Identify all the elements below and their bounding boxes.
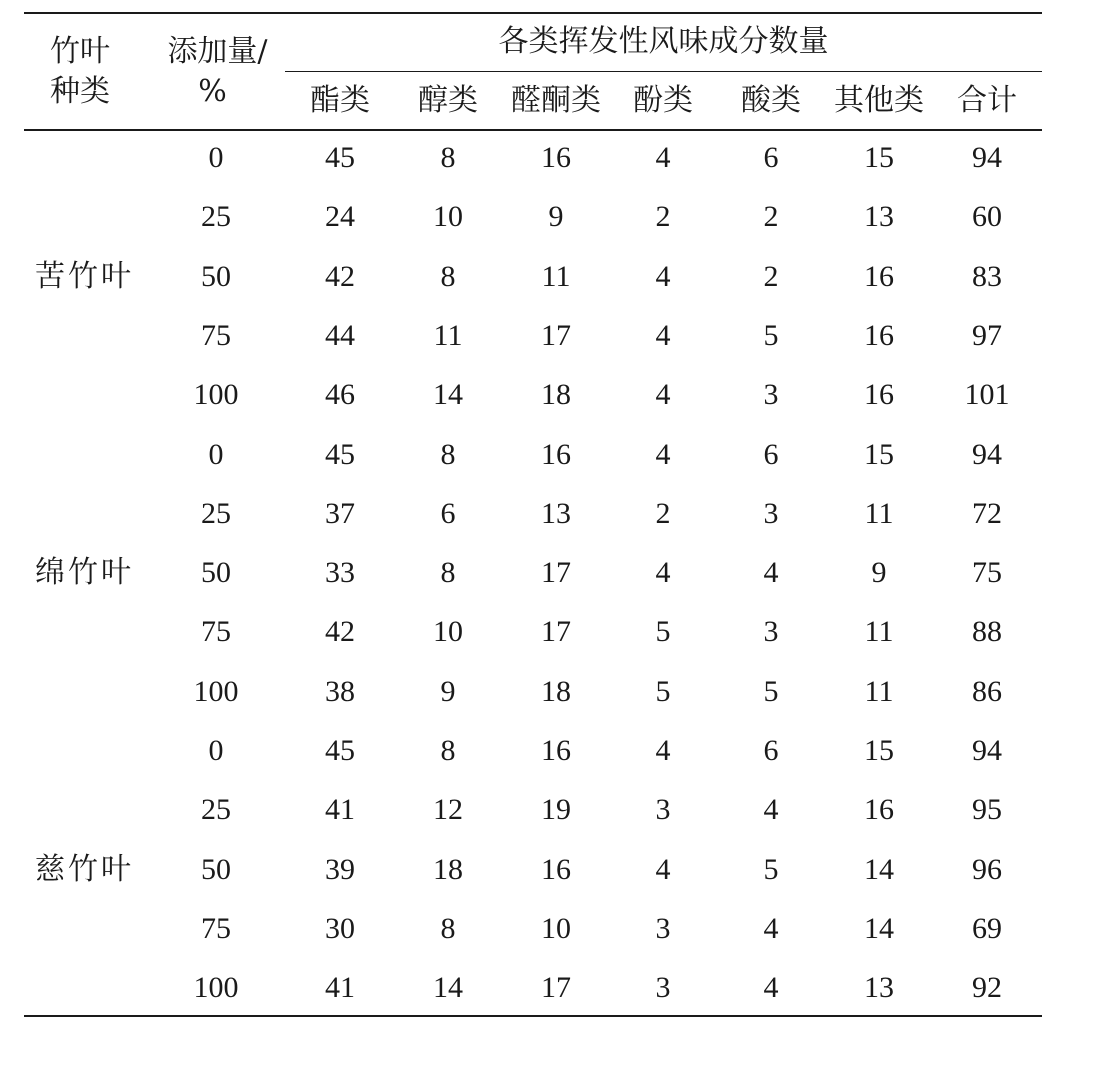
value-cell: 16 xyxy=(541,141,571,174)
value-cell: 44 xyxy=(325,318,355,352)
value-cell: 17 xyxy=(541,615,571,649)
value-cell: 75 xyxy=(972,556,1002,590)
value-cell: 39 xyxy=(325,852,355,886)
value-cell: 3 xyxy=(763,378,779,412)
value-cell: 5 xyxy=(655,615,671,649)
amount-cell: 0 xyxy=(208,437,224,471)
amount-cell: 100 xyxy=(193,971,239,1005)
value-cell: 4 xyxy=(763,556,779,590)
value-cell: 4 xyxy=(655,734,671,767)
value-cell: 3 xyxy=(763,496,779,530)
value-cell: 15 xyxy=(864,141,894,174)
value-cell: 4 xyxy=(763,793,779,827)
amount-cell: 25 xyxy=(201,793,231,827)
value-cell: 46 xyxy=(325,378,355,412)
header-bottom-rule xyxy=(24,129,1042,131)
value-cell: 4 xyxy=(655,852,671,886)
value-cell: 8 xyxy=(440,556,456,590)
value-cell: 12 xyxy=(433,793,463,827)
value-cell: 24 xyxy=(325,200,355,234)
value-cell: 16 xyxy=(541,437,571,471)
header-amount-line1: 添加量/ xyxy=(167,34,268,69)
value-cell: 13 xyxy=(864,200,894,234)
amount-cell: 25 xyxy=(201,200,231,234)
value-cell: 11 xyxy=(433,318,463,352)
value-cell: 60 xyxy=(972,200,1002,234)
amount-cell: 75 xyxy=(201,911,231,945)
value-cell: 8 xyxy=(440,259,456,293)
table-top-rule xyxy=(24,12,1042,14)
value-cell: 45 xyxy=(325,437,355,471)
value-cell: 45 xyxy=(325,734,355,767)
species-label: 苦竹叶 xyxy=(35,258,134,294)
amount-cell: 50 xyxy=(201,556,231,590)
value-cell: 19 xyxy=(541,793,571,827)
value-cell: 8 xyxy=(440,911,456,945)
value-cell: 88 xyxy=(972,615,1002,649)
header-species-line2: 种类 xyxy=(50,74,110,109)
value-cell: 17 xyxy=(541,971,571,1005)
value-cell: 11 xyxy=(541,259,571,293)
column-header-5: 其他类 xyxy=(834,83,924,118)
value-cell: 11 xyxy=(864,496,894,530)
value-cell: 9 xyxy=(871,556,887,590)
value-cell: 15 xyxy=(864,734,894,767)
value-cell: 2 xyxy=(655,200,671,234)
value-cell: 3 xyxy=(655,971,671,1005)
value-cell: 5 xyxy=(763,318,779,352)
amount-cell: 0 xyxy=(208,141,224,174)
value-cell: 4 xyxy=(655,378,671,412)
amount-cell: 25 xyxy=(201,496,231,530)
value-cell: 6 xyxy=(763,141,779,174)
value-cell: 69 xyxy=(972,911,1002,945)
value-cell: 86 xyxy=(972,674,1002,708)
value-cell: 17 xyxy=(541,318,571,352)
value-cell: 5 xyxy=(763,674,779,708)
value-cell: 41 xyxy=(325,971,355,1005)
value-cell: 41 xyxy=(325,793,355,827)
value-cell: 10 xyxy=(433,615,463,649)
amount-cell: 0 xyxy=(208,734,224,767)
column-header-1: 醇类 xyxy=(418,83,478,118)
value-cell: 4 xyxy=(763,911,779,945)
header-species-line1: 竹叶 xyxy=(50,34,110,69)
value-cell: 18 xyxy=(541,378,571,412)
value-cell: 42 xyxy=(325,615,355,649)
amount-cell: 100 xyxy=(193,378,239,412)
value-cell: 14 xyxy=(433,971,463,1005)
header-group-title: 各类挥发性风味成分数量 xyxy=(498,24,829,59)
value-cell: 94 xyxy=(972,141,1002,174)
amount-cell: 50 xyxy=(201,259,231,293)
value-cell: 5 xyxy=(655,674,671,708)
value-cell: 14 xyxy=(433,378,463,412)
value-cell: 42 xyxy=(325,259,355,293)
value-cell: 16 xyxy=(541,734,571,767)
amount-cell: 50 xyxy=(201,852,231,886)
column-header-6: 合计 xyxy=(957,83,1017,118)
value-cell: 8 xyxy=(440,734,456,767)
value-cell: 10 xyxy=(541,911,571,945)
value-cell: 18 xyxy=(433,852,463,886)
value-cell: 30 xyxy=(325,911,355,945)
value-cell: 9 xyxy=(548,200,564,234)
value-cell: 97 xyxy=(972,318,1002,352)
value-cell: 8 xyxy=(440,141,456,174)
value-cell: 16 xyxy=(864,793,894,827)
species-label: 绵竹叶 xyxy=(35,555,134,591)
header-amount-line2: % xyxy=(198,74,227,109)
value-cell: 6 xyxy=(763,437,779,471)
value-cell: 15 xyxy=(864,437,894,471)
column-header-4: 酸类 xyxy=(741,83,801,118)
value-cell: 13 xyxy=(541,496,571,530)
value-cell: 8 xyxy=(440,437,456,471)
column-header-0: 酯类 xyxy=(310,83,370,118)
value-cell: 17 xyxy=(541,556,571,590)
value-cell: 18 xyxy=(541,674,571,708)
column-header-2: 醛酮类 xyxy=(511,83,601,118)
value-cell: 94 xyxy=(972,734,1002,767)
value-cell: 6 xyxy=(763,734,779,767)
value-cell: 4 xyxy=(655,259,671,293)
amount-cell: 75 xyxy=(201,615,231,649)
value-cell: 37 xyxy=(325,496,355,530)
value-cell: 16 xyxy=(864,259,894,293)
value-cell: 38 xyxy=(325,674,355,708)
value-cell: 101 xyxy=(964,378,1010,412)
value-cell: 3 xyxy=(655,911,671,945)
value-cell: 2 xyxy=(763,259,779,293)
value-cell: 94 xyxy=(972,437,1002,471)
value-cell: 10 xyxy=(433,200,463,234)
species-label: 慈竹叶 xyxy=(35,851,134,887)
value-cell: 3 xyxy=(655,793,671,827)
table-bottom-rule xyxy=(24,1015,1042,1017)
value-cell: 83 xyxy=(972,259,1002,293)
value-cell: 4 xyxy=(763,971,779,1005)
value-cell: 92 xyxy=(972,971,1002,1005)
value-cell: 16 xyxy=(864,318,894,352)
value-cell: 72 xyxy=(972,496,1002,530)
value-cell: 4 xyxy=(655,437,671,471)
value-cell: 33 xyxy=(325,556,355,590)
amount-cell: 75 xyxy=(201,318,231,352)
column-header-3: 酚类 xyxy=(633,83,693,118)
value-cell: 3 xyxy=(763,615,779,649)
value-cell: 6 xyxy=(440,496,456,530)
value-cell: 14 xyxy=(864,911,894,945)
header-species xyxy=(50,32,110,112)
value-cell: 95 xyxy=(972,793,1002,827)
value-cell: 96 xyxy=(972,852,1002,886)
value-cell: 4 xyxy=(655,556,671,590)
value-cell: 4 xyxy=(655,318,671,352)
group-header-rule xyxy=(285,71,1042,72)
value-cell: 14 xyxy=(864,852,894,886)
value-cell: 4 xyxy=(655,141,671,174)
value-cell: 16 xyxy=(864,378,894,412)
header-amount xyxy=(160,32,275,112)
value-cell: 11 xyxy=(864,615,894,649)
value-cell: 16 xyxy=(541,852,571,886)
value-cell: 11 xyxy=(864,674,894,708)
value-cell: 2 xyxy=(763,200,779,234)
value-cell: 2 xyxy=(655,496,671,530)
amount-cell: 100 xyxy=(193,674,239,708)
value-cell: 9 xyxy=(440,674,456,708)
value-cell: 45 xyxy=(325,141,355,174)
value-cell: 13 xyxy=(864,971,894,1005)
value-cell: 5 xyxy=(763,852,779,886)
